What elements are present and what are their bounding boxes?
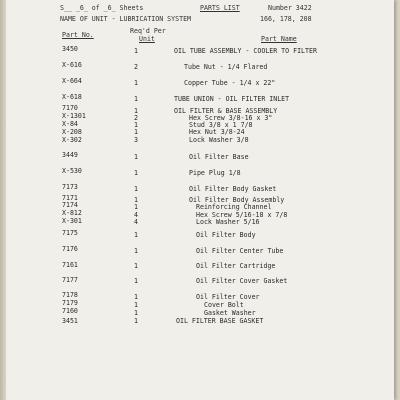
quantity: 1	[134, 196, 138, 204]
quantity: 2	[134, 114, 138, 122]
part-name: OIL FILTER & BASE ASSEMBLY	[174, 107, 278, 115]
sheet-count: S__ _6_ of _6_ Sheets	[60, 4, 144, 12]
part-number: 7178	[62, 291, 78, 299]
part-name: OIL TUBE ASSEMBLY - COOLER TO FILTER	[174, 47, 317, 55]
unit-name: NAME OF UNIT - LUBRICATION SYSTEM	[60, 15, 192, 23]
part-number: X-84	[62, 120, 78, 128]
part-name: Hex Screw 5/16-18 x 7/8	[196, 211, 288, 219]
part-number: 7170	[62, 104, 78, 112]
quantity: 1	[134, 293, 138, 301]
part-name: OIL FILTER BASE GASKET	[176, 317, 264, 325]
quantity: 1	[134, 203, 138, 211]
part-name: Oil Filter Body Gasket	[189, 185, 277, 193]
part-name: Stud 3/8 x 1 7/8	[189, 121, 253, 129]
part-name: Hex Nut 3/8-24	[189, 128, 245, 136]
part-name: Lock Washer 3/8	[189, 136, 249, 144]
part-number: 7160	[62, 307, 78, 315]
part-name: Oil Filter Body Assembly	[189, 196, 285, 204]
part-name: Pipe Plug 1/8	[189, 169, 241, 177]
quantity: 1	[134, 301, 138, 309]
quantity: 1	[134, 317, 138, 325]
part-name: Lock Washer 5/16	[196, 218, 260, 226]
quantity: 1	[134, 121, 138, 129]
quantity: 3	[134, 136, 138, 144]
quantity: 1	[134, 107, 138, 115]
quantity: 1	[134, 309, 138, 317]
part-number: 7175	[62, 229, 78, 237]
quantity: 1	[134, 262, 138, 270]
column-part-no: Part No.	[62, 31, 94, 39]
part-name: Gasket Washer	[204, 309, 256, 317]
part-name: Cover Bolt	[204, 301, 244, 309]
part-name: Oil Filter Base	[189, 153, 249, 161]
part-number: X-302	[62, 136, 82, 144]
part-number: 7177	[62, 276, 78, 284]
part-number: X-618	[62, 93, 82, 101]
quantity: 1	[134, 153, 138, 161]
document-number: Number 3422	[268, 4, 312, 12]
column-part-name: Part Name	[261, 35, 297, 43]
quantity: 4	[134, 218, 138, 226]
quantity: 1	[134, 277, 138, 285]
quantity: 1	[134, 185, 138, 193]
part-number: 7179	[62, 299, 78, 307]
document-title: PARTS LIST	[200, 4, 240, 12]
part-name: Oil Filter Body	[196, 231, 256, 239]
part-name: Oil Filter Cover Gasket	[196, 277, 288, 285]
part-name: Hex Screw 3/8-16 x 3"	[189, 114, 273, 122]
part-number: 3449	[62, 151, 78, 159]
part-name: TUBE UNION - OIL FILTER INLET	[174, 95, 290, 103]
part-name: Oil Filter Center Tube	[196, 247, 284, 255]
part-number: 7171	[62, 194, 78, 202]
part-name: Tube Nut - 1/4 Flared	[184, 63, 268, 71]
part-number: X-530	[62, 167, 82, 175]
quantity: 4	[134, 211, 138, 219]
part-number: X-208	[62, 128, 82, 136]
quantity: 1	[134, 95, 138, 103]
quantity: 1	[134, 169, 138, 177]
part-number: X-301	[62, 217, 82, 225]
quantity: 1	[134, 47, 138, 55]
quantity: 1	[134, 79, 138, 87]
part-number: 7176	[62, 245, 78, 253]
part-number: 3450	[62, 45, 78, 53]
part-name: Oil Filter Cartridge	[196, 262, 276, 270]
part-number: X-812	[62, 209, 82, 217]
part-number: X-664	[62, 77, 82, 85]
column-reqd-line1: Req'd Per	[130, 27, 166, 35]
quantity: 2	[134, 63, 138, 71]
part-number: 7161	[62, 261, 78, 269]
part-name: Oil Filter Cover	[196, 293, 260, 301]
part-number: 7173	[62, 183, 78, 191]
part-number: 7174	[62, 201, 78, 209]
quantity: 1	[134, 247, 138, 255]
part-number: X-1301	[62, 112, 86, 120]
unit-models: 166, 178, 208	[260, 15, 312, 23]
part-number: X-616	[62, 61, 82, 69]
part-name: Copper Tube - 1/4 x 22"	[184, 79, 276, 87]
part-name: Reinforcing Channel	[196, 203, 272, 211]
part-number: 3451	[62, 317, 78, 325]
parts-list-sheet	[6, 0, 394, 400]
quantity: 1	[134, 231, 138, 239]
column-reqd-line2: Unit	[139, 35, 155, 43]
quantity: 1	[134, 128, 138, 136]
